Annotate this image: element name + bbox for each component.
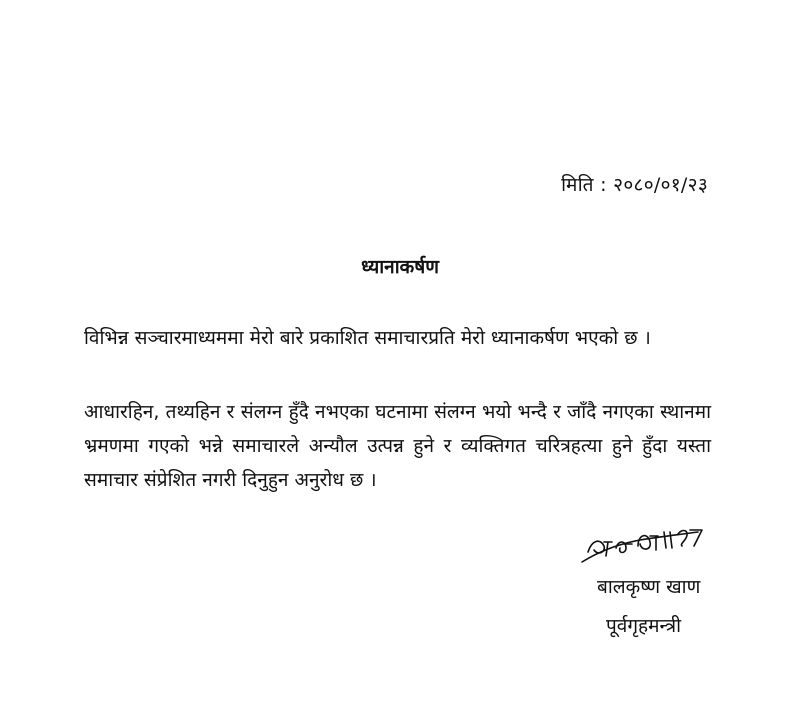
- letter-paragraph-1: विभिन्न सञ्चारमाध्यममा मेरो बारे प्रकाशित समाचारप्रति मेरो ध्यानाकर्षण भएको छ ।: [84, 327, 651, 349]
- signer-name: बालकृष्ण खाण: [597, 576, 701, 598]
- letter-title: ध्यानाकर्षण: [361, 256, 439, 278]
- signer-title: पूर्वगृहमन्त्री: [606, 615, 682, 637]
- letter-date: मिति : २०८०/०१/२३: [561, 174, 708, 196]
- letter-paragraph-2: आधारहिन, तथ्यहिन र संलग्न हुँदै नभएका घटनामा संलग्न भयो भन्दै र जाँदै नगएका स्थानमा भ्रमणमा गएको भन्ने समाचारले अन्यौल उत्पन्न हुने र व्यक्तिगत चरित्रहत्या हुने हुँदा यस्ता समाचार संप्रेशित नगरी दिनुहुन अनुरोध छ ।: [84, 401, 711, 491]
- handwritten-signature: [578, 522, 718, 566]
